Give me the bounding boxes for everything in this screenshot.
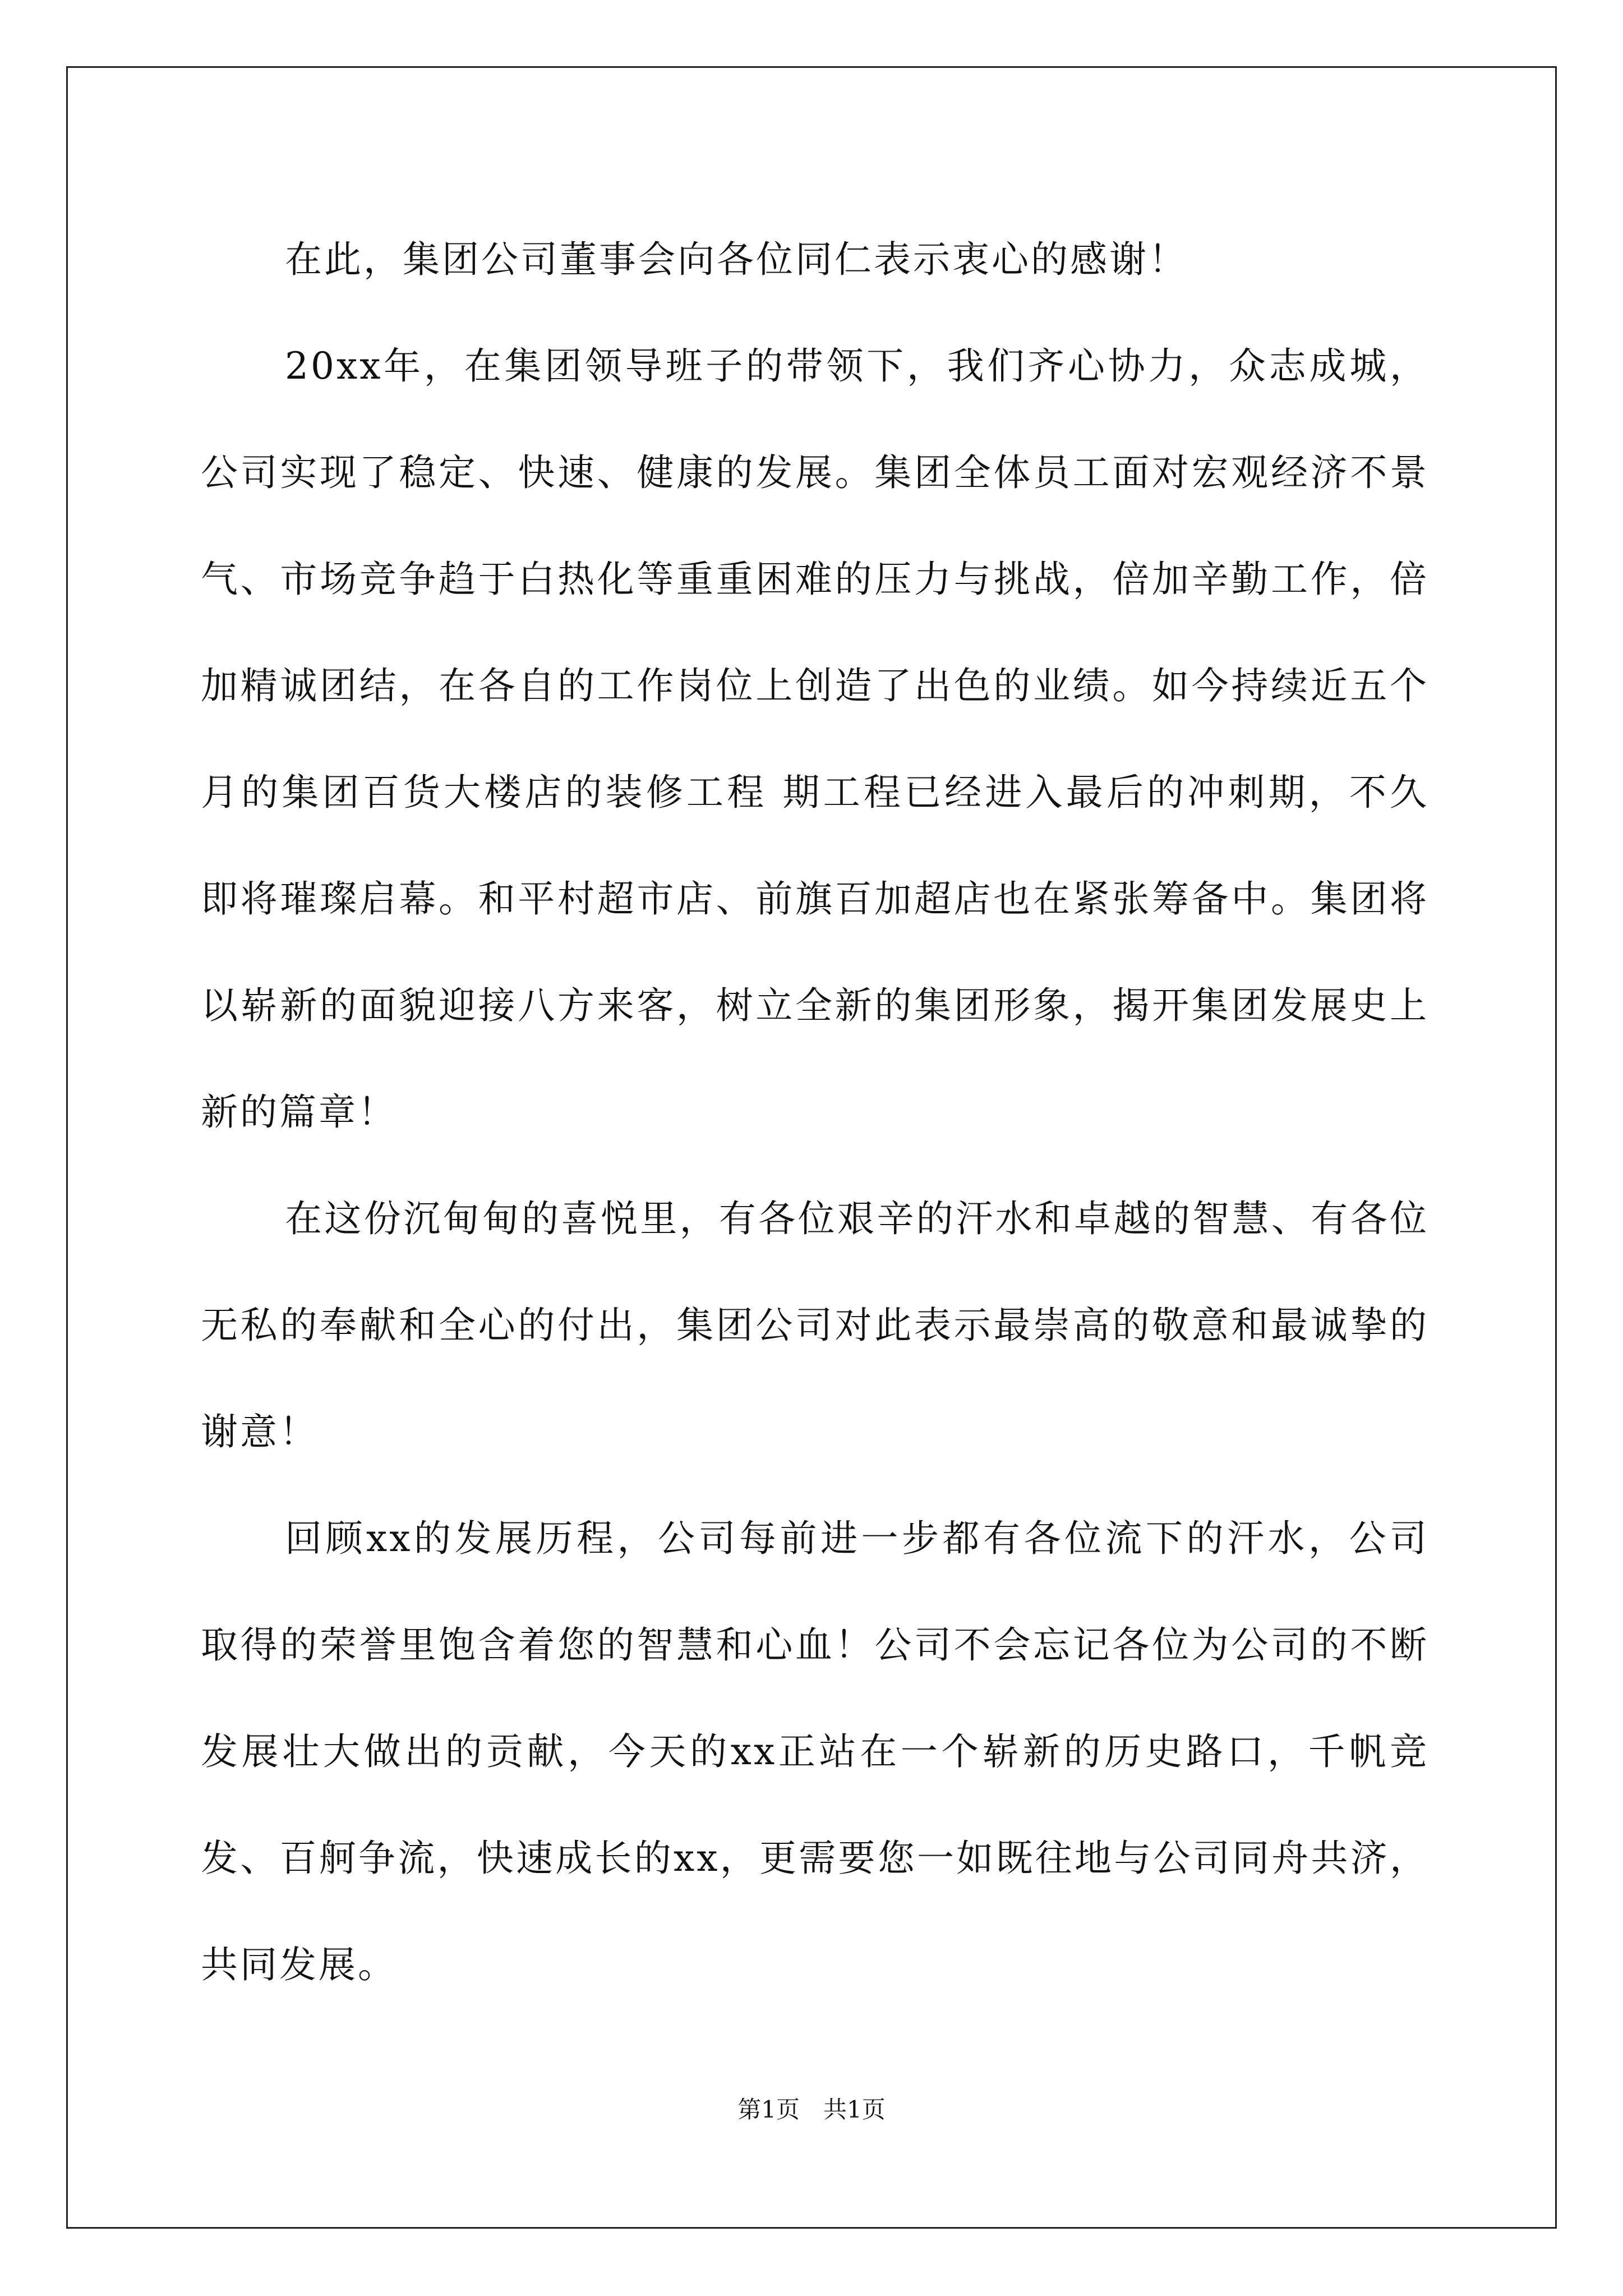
page-footer: 第1页 共1页	[737, 2096, 886, 2123]
paragraph-4: 回顾xx的发展历程，公司每前进一步都有各位流下的汗水，公司取得的荣誉里饱含着您的智慧和心血！公司不会忘记各位为公司的不断发展壮大做出的贡献，今天的xx正站在一个崭新的历史路口，千帆竞发、百舸争流，快速成长的xx，更需要您一如既往地与公司同舟共济，共同发展。	[201, 1517, 1429, 1986]
paragraph-3: 在这份沉甸甸的喜悦里，有各位艰辛的汗水和卓越的智慧、有各位无私的奉献和全心的付出，集团公司对此表示最崇高的敬意和最诚挚的谢意！	[201, 1197, 1429, 1453]
document-body	[201, 206, 1429, 2018]
paragraph-2: 20xx年，在集团领导班子的带领下，我们齐心协力，众志成城，公司实现了稳定、快速、健康的发展。集团全体员工面对宏观经济不景气、市场竞争趋于白热化等重重困难的压力与挑战，倍加辛勤工作，倍加精诚团结，在各自的工作岗位上创造了出色的业绩。如今持续近五个月的集团百货大楼店的装修工程 期工程已经进入最后的冲刺期，不久即将璀璨启幕。和平村超市店、前旗百加超店也在紧张筹备中。集团将以崭新的面貌迎接八方来客，树立全新的集团形象，揭开集团发展史上新的篇章！	[201, 344, 1429, 1134]
paragraph-1: 在此，集团公司董事会向各位同仁表示衷心的感谢！	[285, 238, 1188, 281]
